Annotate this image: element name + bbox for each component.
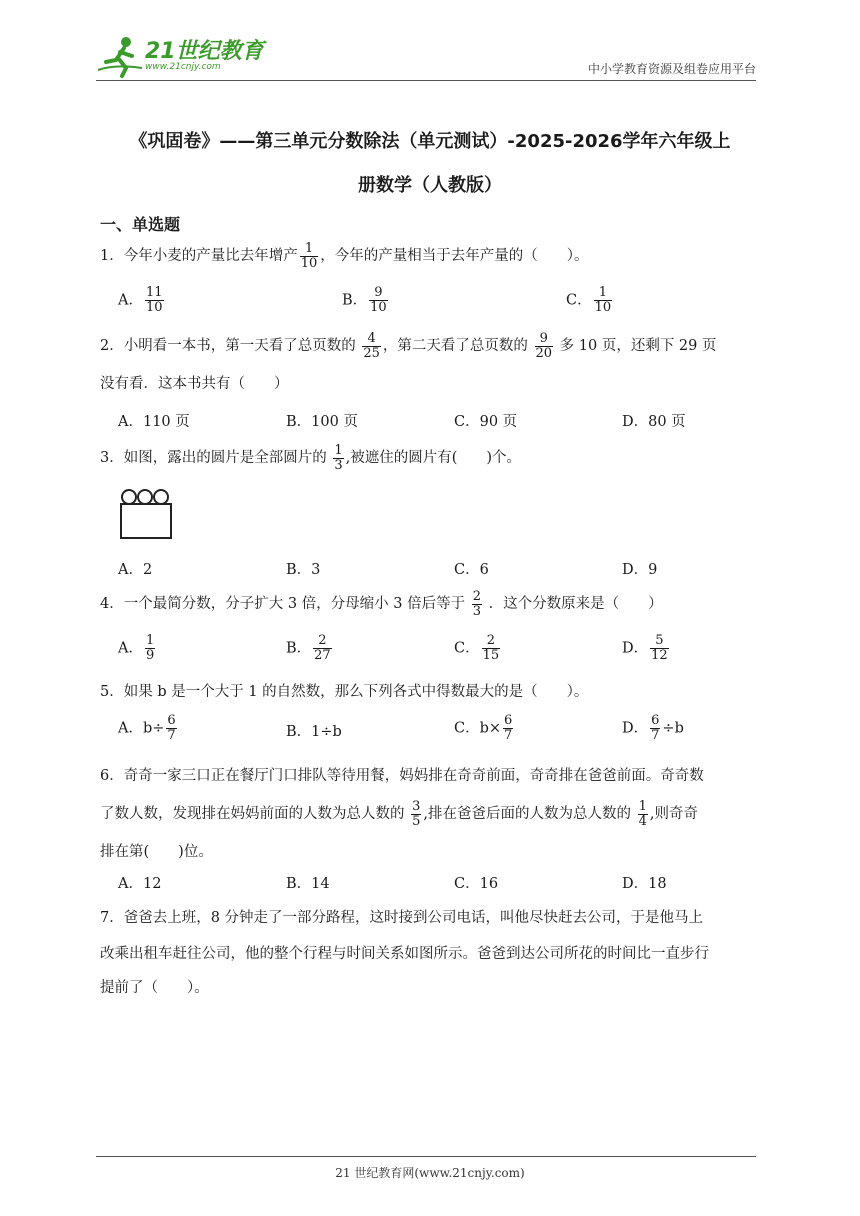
section-heading: 一、单选题 — [100, 215, 181, 234]
footer-divider — [96, 1156, 756, 1157]
question-6-line1: 6．奇奇一家三口正在餐厅门口排队等待用餐，妈妈排在奇奇前面，奇奇排在爸爸前面。奇奇数 — [100, 768, 704, 784]
q3-option-d[interactable]: D．9 — [622, 562, 658, 578]
q6-option-b[interactable]: B．14 — [286, 876, 330, 892]
q1-option-a[interactable]: A． $\frac{11}{10}$ — [118, 285, 163, 315]
q1-option-c[interactable]: C． $\frac{1}{10}$ — [566, 285, 612, 315]
q2-option-a[interactable]: A．110 页 — [118, 414, 190, 430]
question-2: 2．小明看一本书，第一天看了总页数的 $\frac{4}{25}$ ，第二天看了总页数的 $\frac{9}{20}$ 多 10 页，还剩下 29 页 — [100, 330, 717, 361]
logo-text: 21世纪教育 — [145, 39, 264, 64]
header-platform-text: 中小学教育资源及组卷应用平台 — [587, 62, 756, 76]
logo-url: www.21cnjy.com — [145, 62, 221, 72]
q6-option-c[interactable]: C．16 — [454, 876, 499, 892]
page-title-line2: 册数学（人教版） — [358, 175, 502, 196]
q5-option-c[interactable]: C．b× $\frac{6}{7}$ — [454, 713, 513, 743]
q3-option-b[interactable]: B．3 — [286, 562, 321, 578]
coins-figure — [118, 488, 174, 546]
q4-option-a[interactable]: A． $\frac{1}{9}$ — [118, 633, 155, 663]
q2-option-b[interactable]: B．100 页 — [286, 414, 358, 430]
question-2-line2: 没有看．这本书共有（ ） — [100, 376, 289, 392]
q1-option-b[interactable]: B． $\frac{9}{10}$ — [342, 285, 387, 315]
q1-fraction: $\frac{1}{10}$ — [300, 240, 318, 271]
q2-option-c[interactable]: C．90 页 — [454, 414, 518, 430]
q6-option-a[interactable]: A．12 — [118, 876, 162, 892]
header-divider — [96, 80, 756, 81]
runner-logo-icon — [96, 34, 146, 78]
page-title-line1: 《巩固卷》——第三单元分数除法（单元测试）-2025-2026学年六年级上 — [129, 131, 731, 152]
q4-option-b[interactable]: B． $\frac{2}{27}$ — [286, 633, 331, 663]
q3-option-c[interactable]: C．6 — [454, 562, 489, 578]
question-5: 5．如果 b 是一个大于 1 的自然数，那么下列各式中得数最大的是（ ）。 — [100, 684, 589, 700]
q1-text-post: ，今年的产量相当于去年产量的（ ）。 — [320, 248, 589, 264]
q6-option-d[interactable]: D．18 — [622, 876, 667, 892]
question-7-line2: 改乘出租车赶往公司，他的整个行程与时间关系如图所示。爸爸到达公司所花的时间比一直步行 — [100, 946, 709, 962]
footer-text[interactable]: 21 世纪教育网(www.21cnjy.com) — [335, 1166, 525, 1180]
question-7-line3: 提前了（ ）。 — [100, 980, 209, 996]
q3-option-a[interactable]: A．2 — [118, 562, 153, 578]
question-7-line1: 7．爸爸去上班，8 分钟走了一部分路程，这时接到公司电话，叫他尽快赶去公司，于是他马上 — [100, 910, 704, 926]
q1-text-pre: 1．今年小麦的产量比去年增产 — [100, 248, 298, 264]
question-1 — [100, 238, 765, 274]
q5-option-b[interactable]: B．1÷b — [286, 724, 342, 740]
q2-option-d[interactable]: D．80 页 — [622, 414, 686, 430]
question-6-line2: 了数人数，发现排在妈妈前面的人数为总人数的 $\frac{3}{5}$ ,排在爸爸后面的人数为总人数的 $\frac{1}{4}$ ,则奇奇 — [100, 798, 698, 829]
q4-option-d[interactable]: D． $\frac{5}{12}$ — [622, 633, 668, 663]
q5-option-d[interactable]: D． $\frac{6}{7}$ ÷b — [622, 713, 684, 743]
question-4: 4．一个最简分数，分子扩大 3 倍，分母缩小 3 倍后等于 $\frac{2}{3}$ ．这个分数原来是（ ） — [100, 588, 663, 619]
question-3: 3．如图，露出的圆片是全部圆片的 $\frac{1}{3}$ ,被遮住的圆片有( )个。 — [100, 442, 522, 473]
question-6-line3: 排在第( )位。 — [100, 844, 213, 860]
q4-option-c[interactable]: C． $\frac{2}{15}$ — [454, 633, 500, 663]
q5-option-a[interactable]: A．b÷ $\frac{6}{7}$ — [118, 713, 176, 743]
